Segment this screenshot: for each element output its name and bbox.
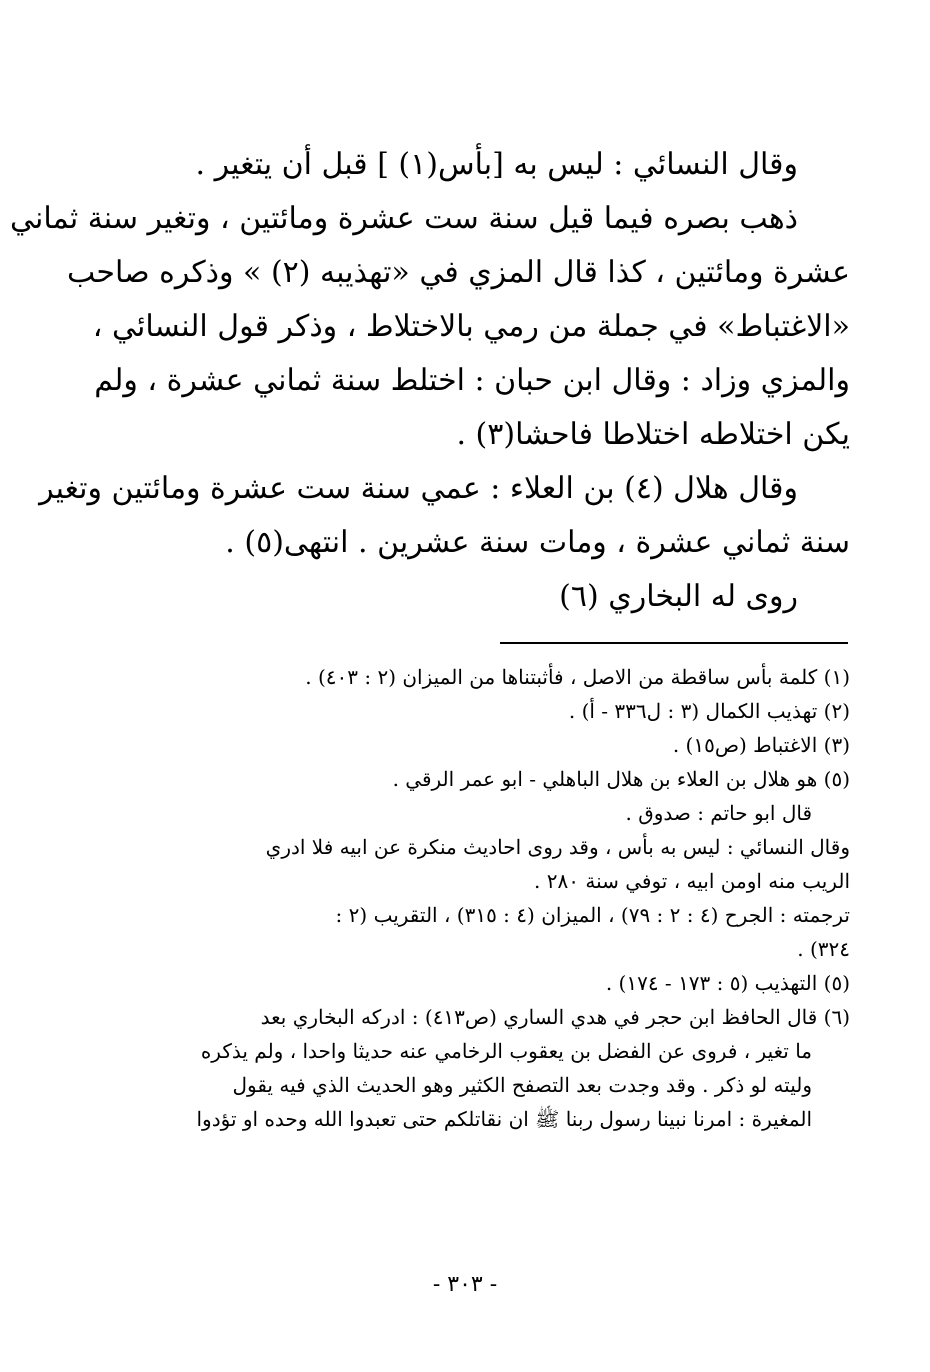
footnote-separator <box>500 642 848 644</box>
main-line: سنة ثماني عشرة ، ومات سنة عشرين . انتهى(٥) . <box>225 525 850 560</box>
footnote-line: وقال النسائي : ليس به بأس ، وقد روى احاديث منكرة عن ابيه فلا ادري <box>265 835 850 859</box>
footnote-line: وليته لو ذكر . وقد وجدت بعد التصفح الكثير وهو الحديث الذي فيه يقول <box>232 1073 812 1097</box>
main-line: وقال هلال (٤) بن العلاء : عمي سنة ست عشرة ومائتين وتغير <box>39 471 798 506</box>
footnote-line: قال ابو حاتم : صدوق . <box>625 801 812 825</box>
main-line: ذهب بصره فيما قيل سنة ست عشرة ومائتين ، وتغير سنة ثماني <box>9 201 798 236</box>
footnote-line: (٥) هو هلال بن العلاء بن هلال الباهلي - ابو عمر الرقي . <box>392 767 850 791</box>
footnote-line: (٥) التهذيب (٥ : ١٧٣ - ١٧٤) . <box>605 971 850 995</box>
main-line: وقال النسائي : ليس به [بأس(١) ] قبل أن يتغير . <box>195 147 798 182</box>
main-line: والمزي وزاد : وقال ابن حبان : اختلط سنة ثماني عشرة ، ولم <box>94 363 850 398</box>
main-line: عشرة ومائتين ، كذا قال المزي في «تهذيبه (٢) » وذكره صاحب <box>66 255 850 290</box>
footnotes <box>150 660 850 1136</box>
main-line: روى له البخاري (٦) <box>559 579 798 614</box>
footnote-line: المغيرة : امرنا نبينا رسول ربنا ﷺ ان نقاتلكم حتى تعبدوا الله وحده او تؤدوا <box>196 1107 812 1131</box>
footnote-line: (٣) الاغتباط (ص١٥) . <box>672 733 850 757</box>
main-line: «الاغتباط» في جملة من رمي بالاختلاط ، وذكر قول النسائي ، <box>92 309 850 344</box>
main-line: يكن اختلاطه اختلاطا فاحشا(٣) . <box>456 417 850 452</box>
main-text <box>9 138 850 624</box>
footnote-line: (٢) تهذيب الكمال (٣ : ل٣٣٦ - أ) . <box>568 699 850 723</box>
footnote-line: (١) كلمة بأس ساقطة من الاصل ، فأثبتناها من الميزان (٢ : ٤٠٣) . <box>305 665 850 689</box>
footnote-line: ٣٢٤) . <box>797 937 850 961</box>
footnote-line: (٦) قال الحافظ ابن حجر في هدي الساري (ص٤١٣) : ادركه البخاري بعد <box>260 1005 850 1029</box>
footnote-line: الريب منه اومن ابيه ، توفي سنة ٢٨٠ . <box>534 869 850 893</box>
page-number: - ٣٠٣ - <box>432 1272 498 1297</box>
footnote-line: ترجمته : الجرح (٤ : ٢ : ٧٩) ، الميزان (٤ : ٣١٥) ، التقريب (٢ : <box>335 903 850 927</box>
footnote-line: ما تغير ، فروى عن الفضل بن يعقوب الرخامي عنه حديثا واحدا ، ولم يذكره <box>200 1039 812 1063</box>
